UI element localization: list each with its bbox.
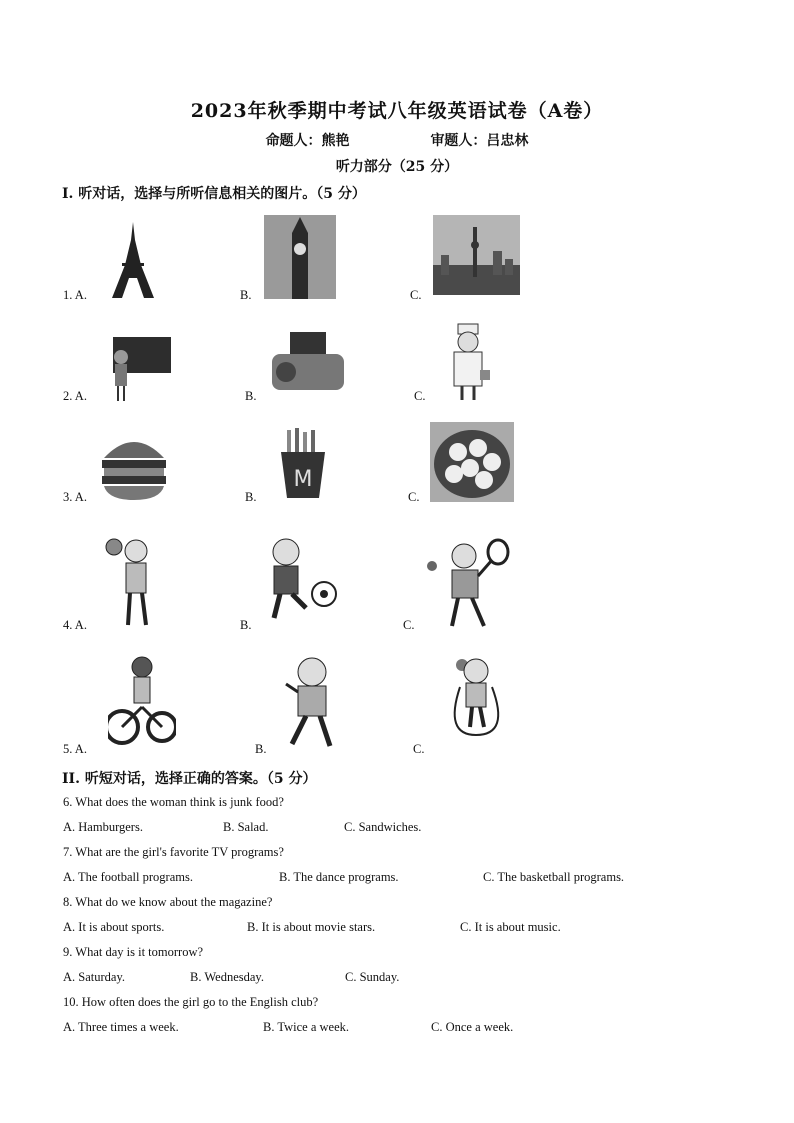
q10-option-c[interactable]: C. Once a week.: [431, 1020, 514, 1034]
eiffel-tower-icon[interactable]: [108, 220, 158, 300]
row4-label-c: C.: [403, 618, 415, 632]
hamburger-icon[interactable]: [100, 430, 168, 502]
row2-label-a: 2. A.: [63, 389, 87, 403]
doctor-icon[interactable]: [444, 322, 492, 402]
q10-option-a[interactable]: A. Three times a week.: [63, 1020, 179, 1034]
teacher-icon[interactable]: [105, 335, 173, 403]
tennis-boy-icon[interactable]: [424, 538, 510, 630]
exam-title: 2023年秋季期中考试八年级英语试卷（A卷）: [190, 100, 604, 122]
question-9: 9. What day is it tomorrow?: [63, 945, 204, 959]
row3-label-c: C.: [408, 490, 420, 504]
row5-label-c: C.: [413, 742, 425, 756]
svg-text:M: M: [293, 467, 313, 492]
reviewer: 审题人：吕忠林: [430, 133, 529, 149]
section2-heading: II. 听短对话，选择正确的答案。（5 分）: [62, 771, 317, 787]
q7-option-b[interactable]: B. The dance programs.: [279, 870, 399, 884]
listening-heading: 听力部分（25 分）: [335, 159, 459, 175]
q8-option-b[interactable]: B. It is about movie stars.: [247, 920, 376, 934]
q7-option-a[interactable]: A. The football programs.: [63, 870, 193, 884]
reporter-icon[interactable]: [268, 330, 348, 394]
q10-option-b[interactable]: B. Twice a week.: [263, 1020, 350, 1034]
question-6: 6. What does the woman think is junk food?: [63, 795, 284, 809]
question-7: 7. What are the girl's favorite TV programs?: [63, 845, 284, 859]
row1-label-b: B.: [240, 288, 252, 302]
question-10: 10. How often does the girl go to the English club?: [63, 995, 319, 1009]
row2-label-c: C.: [414, 389, 426, 403]
row4-label-a: 4. A.: [63, 618, 87, 632]
q7-option-c[interactable]: C. The basketball programs.: [483, 870, 625, 884]
football-boy-icon[interactable]: [266, 536, 338, 622]
q6-option-b[interactable]: B. Salad.: [223, 820, 269, 834]
row4-label-b: B.: [240, 618, 252, 632]
setter: 命题人：熊艳: [265, 133, 350, 149]
row5-label-a: 5. A.: [63, 742, 87, 756]
big-ben-icon[interactable]: [264, 215, 336, 299]
basketball-boy-icon[interactable]: [102, 535, 158, 629]
section1-heading: I. 听对话，选择与所听信息相关的图片。（5 分）: [62, 186, 366, 202]
row3-label-a: 3. A.: [63, 490, 87, 504]
q9-option-b[interactable]: B. Wednesday.: [190, 970, 264, 984]
cycling-girl-icon[interactable]: [108, 655, 176, 747]
q6-option-a[interactable]: A. Hamburgers.: [63, 820, 143, 834]
city-skyline-icon[interactable]: [433, 215, 520, 295]
row1-label-a: 1. A.: [63, 288, 87, 302]
row5-label-b: B.: [255, 742, 267, 756]
q6-option-c[interactable]: C. Sandwiches.: [344, 820, 422, 834]
dumplings-icon[interactable]: [430, 422, 514, 502]
row2-label-b: B.: [245, 389, 257, 403]
row1-label-c: C.: [410, 288, 422, 302]
question-8: 8. What do we know about the magazine?: [63, 895, 273, 909]
exam-meta: [0, 130, 794, 150]
q8-option-a[interactable]: A. It is about sports.: [63, 920, 165, 934]
walking-boy-icon[interactable]: [282, 656, 342, 750]
q9-option-a[interactable]: A. Saturday.: [63, 970, 126, 984]
row3-label-b: B.: [245, 490, 257, 504]
skipping-girl-icon[interactable]: [440, 655, 516, 741]
q9-option-c[interactable]: C. Sunday.: [345, 970, 400, 984]
q8-option-c[interactable]: C. It is about music.: [460, 920, 561, 934]
fries-icon[interactable]: [275, 428, 331, 500]
